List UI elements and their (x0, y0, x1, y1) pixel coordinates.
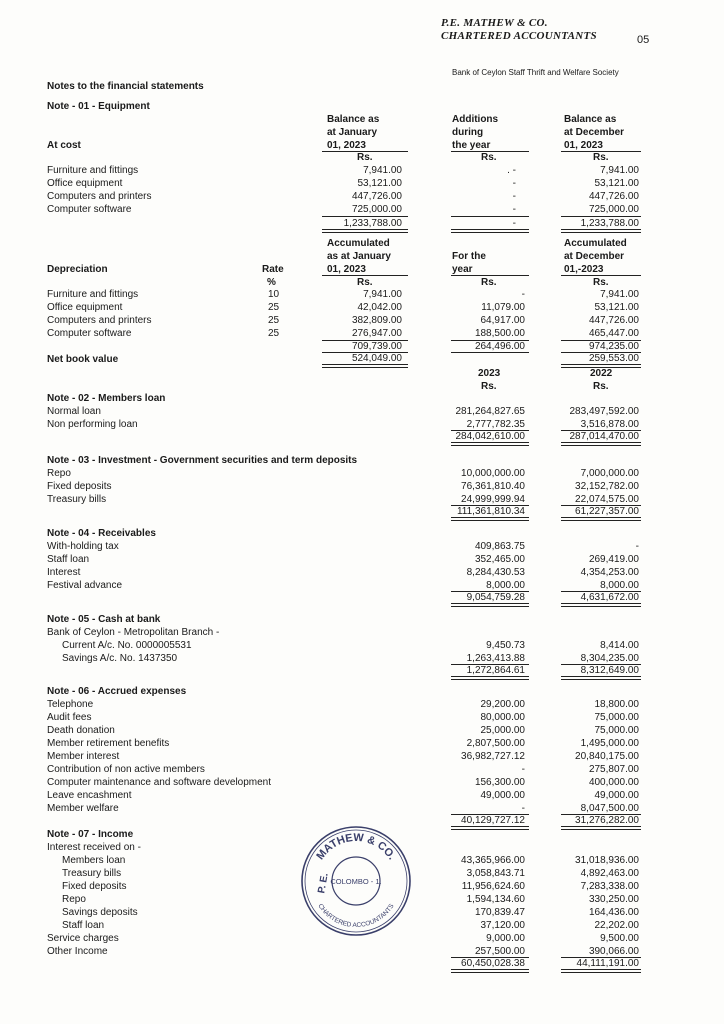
line-item-current: 49,000.00 (480, 790, 525, 801)
dep-row-close: 53,121.00 (594, 302, 639, 313)
line-item-previous: 330,250.00 (588, 894, 639, 905)
dcol-open-2: as at January (327, 251, 391, 262)
col-header-open-3: 01, 2023 (327, 140, 366, 151)
note5-total-current: 1,272,864.61 (466, 665, 525, 676)
line-item-current: 352,465.00 (474, 554, 525, 565)
line-item-label: Member retirement benefits (47, 738, 170, 749)
rate-unit: % (267, 277, 276, 288)
line-item-current: 80,000.00 (480, 712, 525, 723)
line-item-current: 24,999,999.94 (461, 494, 525, 505)
stamp-bottom-text: CHARTERED ACCOUNTANTS (316, 902, 396, 930)
svg-text:CHARTERED ACCOUNTANTS (316, 902, 395, 929)
note7-subheading: Interest received on - (47, 842, 141, 853)
line-item-current: 2,777,782.35 (466, 419, 525, 430)
cost-row-add: - (512, 178, 516, 189)
dep-total-close: 974,235.00 (588, 341, 639, 352)
line-item-current: 9,450.73 (486, 640, 525, 651)
cost-row-open: 447,726.00 (351, 191, 402, 202)
note5-subheading: Bank of Ceylon - Metropolitan Branch - (47, 627, 220, 638)
line-item-current: 170,839.47 (474, 907, 525, 918)
line-item-current: 25,000.00 (480, 725, 525, 736)
col-header-close-2: at December (564, 127, 625, 138)
line-item-previous: 8,304,235.00 (580, 653, 639, 664)
dep-row-close: 465,447.00 (588, 328, 639, 339)
line-item-current: 29,200.00 (480, 699, 525, 710)
nbv-label: Net book value (47, 354, 119, 365)
line-item-previous: 7,000,000.00 (580, 468, 639, 479)
dep-row-close: 447,726.00 (588, 315, 639, 326)
unit-current: Rs. (481, 381, 497, 392)
note3-total-previous: 61,227,357.00 (575, 506, 639, 517)
note2-total-previous: 287,014,470.00 (569, 431, 639, 442)
dep-row-add: 11,079.00 (481, 302, 525, 313)
at-cost-label: At cost (47, 140, 81, 151)
line-item-previous: 8,000.00 (600, 580, 639, 591)
line-item-label: Festival advance (47, 580, 123, 591)
firm-subtitle: CHARTERED ACCOUNTANTS (441, 30, 597, 42)
cost-row-close: 725,000.00 (588, 204, 639, 215)
dep-row-open: 42,042.00 (357, 302, 402, 313)
rate-label: Rate (262, 264, 284, 275)
line-item-previous: 400,000.00 (588, 777, 639, 788)
cost-row-label: Furniture and fittings (47, 165, 139, 176)
line-item-current: 76,361,810.40 (461, 481, 525, 492)
unit-label: Rs. (357, 152, 373, 163)
line-item-label: Other Income (47, 946, 108, 957)
note5-heading: Note - 05 - Cash at bank (47, 614, 161, 625)
line-item-label: Staff loan (47, 554, 90, 565)
line-item-label: Repo (47, 468, 71, 479)
cost-row-close: 447,726.00 (588, 191, 639, 202)
line-item-label: Treasury bills (47, 494, 107, 505)
dcol-close-2: at December (564, 251, 625, 262)
dcol-close-1: Accumulated (564, 238, 627, 249)
line-item-previous: 8,047,500.00 (580, 803, 639, 814)
line-item-previous: 269,419.00 (588, 554, 639, 565)
line-item-previous: 4,354,253.00 (580, 567, 639, 578)
dcol-open-1: Accumulated (327, 238, 390, 249)
dep-row-label: Computer software (47, 328, 132, 339)
dep-total-add: 264,496.00 (474, 341, 525, 352)
line-item-label: Current A/c. No. 0000005531 (62, 640, 192, 651)
line-item-label: With-holding tax (47, 541, 119, 552)
line-item-label: Member interest (47, 751, 120, 762)
line-item-current: 9,000.00 (486, 933, 525, 944)
line-item-previous: 283,497,592.00 (569, 406, 639, 417)
year-current: 2023 (478, 368, 501, 379)
line-item-previous: 22,202.00 (594, 920, 639, 931)
line-item-previous: 8,414.00 (600, 640, 639, 651)
dep-row-label: Furniture and fittings (47, 289, 139, 300)
line-item-label: Service charges (47, 933, 119, 944)
dep-row-rate: 10 (268, 289, 280, 300)
dep-row-label: Computers and printers (47, 315, 152, 326)
col-header-close-3: 01, 2023 (564, 140, 603, 151)
line-item-current: 257,500.00 (474, 946, 525, 957)
line-item-label: Repo (62, 894, 86, 905)
line-item-current: 10,000,000.00 (461, 468, 525, 479)
line-item-label: Treasury bills (62, 868, 122, 879)
stamp-top-text: MATHEW & CO. (314, 831, 398, 863)
cost-row-close: 7,941.00 (600, 165, 639, 176)
dep-total-open: 709,739.00 (351, 341, 402, 352)
line-item-label: Normal loan (47, 406, 101, 417)
year-previous: 2022 (590, 368, 613, 379)
cost-row-label: Computer software (47, 204, 132, 215)
col-header-open-1: Balance as (327, 114, 380, 125)
unit-label: Rs. (593, 277, 609, 288)
firm-stamp (300, 825, 412, 937)
note2-heading: Note - 02 - Members loan (47, 393, 166, 404)
dcol-close-3: 01,-2023 (564, 264, 604, 275)
note1-heading: Note - 01 - Equipment (47, 101, 150, 112)
line-item-current: 11,956,624.60 (461, 881, 525, 892)
dep-row-open: 382,809.00 (351, 315, 402, 326)
line-item-previous: 275,807.00 (588, 764, 639, 775)
cost-row-open: 53,121.00 (357, 178, 402, 189)
dep-row-add: - (521, 289, 525, 300)
note3-total-current: 111,361,810.34 (456, 506, 525, 517)
note7-heading: Note - 07 - Income (47, 829, 134, 840)
dcol-add-1: For the (452, 251, 486, 262)
line-item-previous: 49,000.00 (594, 790, 639, 801)
dep-row-rate: 25 (268, 302, 280, 313)
dep-row-rate: 25 (268, 315, 280, 326)
line-item-label: Staff loan (62, 920, 105, 931)
cost-total-close: 1,233,788.00 (580, 218, 639, 229)
dep-row-add: 64,917.00 (480, 315, 525, 326)
line-item-current: - (521, 803, 525, 814)
cost-total-open: 1,233,788.00 (343, 218, 402, 229)
cost-row-close: 53,121.00 (594, 178, 639, 189)
unit-label: Rs. (481, 152, 497, 163)
col-header-close-1: Balance as (564, 114, 617, 125)
cost-row-add: - (512, 191, 516, 202)
line-item-previous: 390,066.00 (588, 946, 639, 957)
line-item-previous: - (635, 541, 639, 552)
line-item-current: 3,058,843.71 (466, 868, 525, 879)
line-item-label: Members loan (62, 855, 126, 866)
note4-total-previous: 4,631,672.00 (580, 592, 639, 603)
col-header-add-3: the year (452, 140, 491, 151)
note4-heading: Note - 04 - Receivables (47, 528, 156, 539)
line-item-previous: 3,516,878.00 (580, 419, 639, 430)
dep-row-open: 276,947.00 (351, 328, 402, 339)
stamp-center-text: COLOMBO - 1. (330, 877, 382, 886)
line-item-previous: 32,152,782.00 (575, 481, 639, 492)
dcol-add-2: year (452, 264, 473, 275)
nbv-close: 259,553.00 (588, 353, 639, 364)
entity-name: Bank of Ceylon Staff Thrift and Welfare Society (452, 68, 619, 77)
cost-total-add: - (512, 218, 516, 229)
page-title: Notes to the financial statements (47, 81, 204, 92)
cost-row-add: . - (507, 165, 516, 176)
dep-row-label: Office equipment (47, 302, 123, 313)
line-item-current: - (521, 764, 525, 775)
line-item-label: Leave encashment (47, 790, 132, 801)
line-item-label: Interest (47, 567, 81, 578)
depreciation-label: Depreciation (47, 264, 108, 275)
line-item-current: 43,365,966.00 (461, 855, 525, 866)
line-item-current: 36,982,727.12 (461, 751, 525, 762)
note6-total-previous: 31,276,282.00 (575, 815, 639, 826)
line-item-previous: 22,074,575.00 (575, 494, 639, 505)
line-item-previous: 1,495,000.00 (580, 738, 639, 749)
line-item-label: Fixed deposits (62, 881, 127, 892)
line-item-label: Telephone (47, 699, 94, 710)
unit-label: Rs. (593, 152, 609, 163)
cost-row-add: - (512, 204, 516, 215)
firm-name: P.E. MATHEW & CO. (441, 17, 548, 29)
note2-total-current: 284,042,610.00 (455, 431, 525, 442)
line-item-current: 1,594,134.60 (466, 894, 525, 905)
note4-total-current: 9,054,759.28 (466, 592, 525, 603)
line-item-current: 8,284,430.53 (466, 567, 525, 578)
note6-total-current: 40,129,727.12 (461, 815, 525, 826)
line-item-label: Audit fees (47, 712, 92, 723)
unit-label: Rs. (357, 277, 373, 288)
line-item-current: 2,807,500.00 (466, 738, 525, 749)
line-item-label: Savings deposits (62, 907, 138, 918)
line-item-current: 37,120.00 (480, 920, 525, 931)
nbv-open: 524,049.00 (351, 353, 402, 364)
line-item-current: 409,863.75 (474, 541, 525, 552)
dep-row-add: 188,500.00 (474, 328, 525, 339)
line-item-label: Contribution of non active members (47, 764, 205, 775)
line-item-previous: 75,000.00 (594, 712, 639, 723)
col-header-add-1: Additions (452, 114, 499, 125)
line-item-current: 8,000.00 (486, 580, 525, 591)
line-item-previous: 164,436.00 (588, 907, 639, 918)
line-item-label: Death donation (47, 725, 115, 736)
line-item-label: Computer maintenance and software development (47, 777, 272, 788)
line-item-label: Non performing loan (47, 419, 138, 430)
line-item-previous: 7,283,338.00 (580, 881, 639, 892)
line-item-previous: 4,892,463.00 (580, 868, 639, 879)
dep-row-open: 7,941.00 (363, 289, 402, 300)
line-item-current: 156,300.00 (474, 777, 525, 788)
line-item-previous: 18,800.00 (594, 699, 639, 710)
note6-heading: Note - 06 - Accrued expenses (47, 686, 187, 697)
col-header-open-2: at January (327, 127, 378, 138)
line-item-label: Savings A/c. No. 1437350 (62, 653, 178, 664)
col-header-add-2: during (452, 127, 484, 138)
line-item-previous: 9,500.00 (600, 933, 639, 944)
line-item-label: Fixed deposits (47, 481, 112, 492)
cost-row-label: Computers and printers (47, 191, 152, 202)
dcol-open-3: 01, 2023 (327, 264, 366, 275)
dep-row-rate: 25 (268, 328, 280, 339)
line-item-previous: 31,018,936.00 (575, 855, 639, 866)
line-item-current: 1,263,413.88 (466, 653, 525, 664)
stamp-left-text: P. E. (316, 872, 331, 895)
note5-total-previous: 8,312,649.00 (580, 665, 639, 676)
unit-previous: Rs. (593, 381, 609, 392)
note3-heading: Note - 03 - Investment - Government securities and term deposits (47, 455, 358, 466)
cost-row-open: 725,000.00 (351, 204, 402, 215)
note7-total-current: 60,450,028.38 (461, 958, 525, 969)
line-item-previous: 20,840,175.00 (575, 751, 639, 762)
page-number: 05 (637, 34, 650, 46)
note7-total-previous: 44,111,191.00 (576, 958, 639, 969)
cost-row-label: Office equipment (47, 178, 123, 189)
cost-row-open: 7,941.00 (363, 165, 402, 176)
dep-row-close: 7,941.00 (600, 289, 639, 300)
line-item-current: 281,264,827.65 (455, 406, 525, 417)
unit-label: Rs. (481, 277, 497, 288)
line-item-label: Member welfare (47, 803, 119, 814)
line-item-previous: 75,000.00 (594, 725, 639, 736)
